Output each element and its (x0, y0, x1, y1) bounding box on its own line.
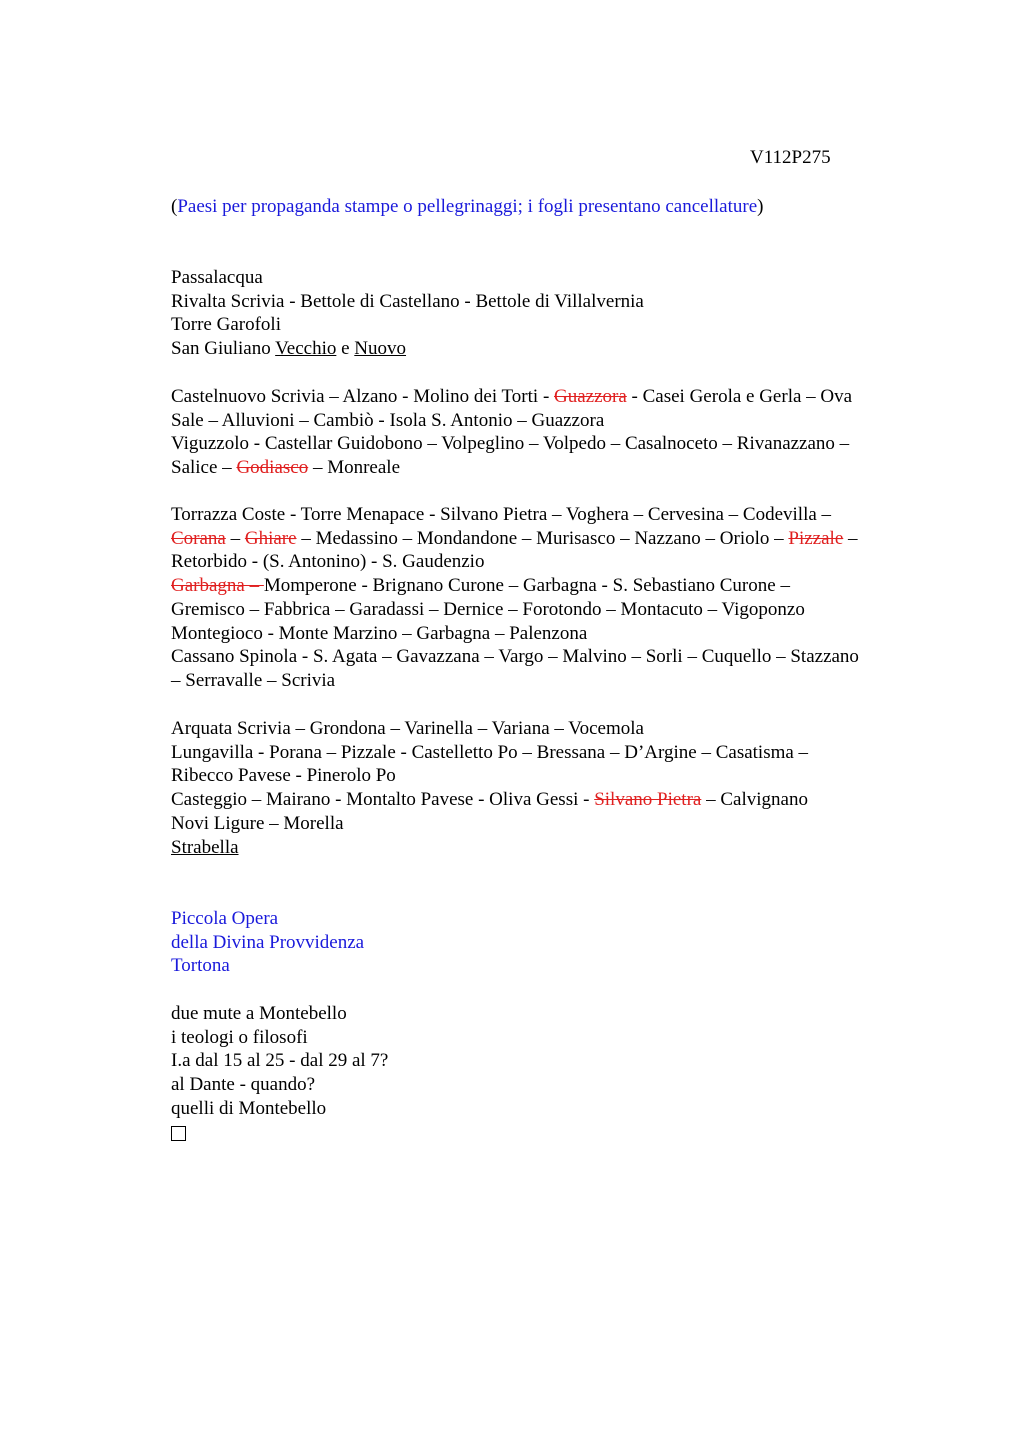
intro-note (171, 195, 931, 219)
struck-text: Corana (171, 527, 226, 549)
struck-text: Garbagna – (171, 575, 264, 597)
text-line: Montegioco - Monte Marzino – Garbagna – Palenzona (171, 622, 588, 644)
town-group-4 (171, 717, 931, 859)
town-group-2 (171, 385, 931, 480)
intro-text: Paesi per propaganda stampe o pellegrinaggi; i fogli presentano cancellature (177, 196, 758, 217)
text-line (171, 527, 931, 551)
text-segment: Salice – (171, 457, 237, 479)
note-line: al Dante - quando? (171, 1074, 316, 1096)
text-line: Arquata Scrivia – Grondona – Varinella – Variana – Vocemola (171, 718, 644, 739)
underlined-text: Nuovo (354, 338, 407, 360)
text-segment: - Casei Gerola e Gerla – Ova (626, 386, 853, 407)
text-line: Lungavilla - Porana – Pizzale - Castelletto Po – Bressana – D’Argine – Casatisma – (171, 741, 809, 763)
text-line (171, 385, 931, 409)
struck-text: Godiasco (236, 457, 309, 479)
text-line (171, 337, 931, 361)
text-segment: – (225, 527, 245, 549)
struck-text: Pizzale (788, 527, 844, 549)
underlined-text: Vecchio (275, 338, 337, 360)
struck-text: Ghiare (244, 527, 297, 549)
text-line: Viguzzolo - Castellar Guidobono – Volpeglino – Volpedo – Casalnoceto – Rivanazzano – (171, 433, 850, 455)
note-line: I.a dal 15 al 25 - dal 29 al 7? (171, 1050, 389, 1072)
reference-code: V112P275 (750, 147, 831, 168)
town-group-1 (171, 266, 931, 361)
text-line (171, 456, 931, 480)
notes-block (171, 1002, 931, 1147)
text-line: Passalacqua (171, 267, 263, 288)
text-line: Ribecco Pavese - Pinerolo Po (171, 765, 396, 787)
text-line: – Serravalle – Scrivia (171, 669, 336, 691)
text-line: Torre Garofoli (171, 314, 281, 336)
intro-open-paren: ( (171, 196, 178, 217)
text-line: Gremisco – Fabbrica – Garadassi – Dernice – Forotondo – Montacuto – Vigoponzo (171, 598, 805, 620)
underlined-text: Strabella (171, 836, 239, 858)
note-line: quelli di Montebello (171, 1097, 327, 1119)
sender-block (171, 907, 931, 978)
text-line (171, 574, 931, 598)
struck-text: Silvano Pietra (594, 789, 702, 811)
text-segment: Castelnuovo Scrivia – Alzano - Molino dei Torti - (171, 386, 555, 407)
text-line (171, 788, 931, 812)
note-line: i teologi o filosofi (171, 1026, 308, 1048)
text-line: Rivalta Scrivia - Bettole di Castellano - Bettole di Villalvernia (171, 290, 644, 312)
text-line: Torrazza Coste - Torre Menapace - Silvano Pietra – Voghera – Cervesina – Codevilla – (171, 504, 832, 525)
text-segment: – (843, 527, 858, 549)
text-segment: – Calvignano (701, 789, 808, 811)
sender-line: Tortona (171, 955, 230, 977)
text-line: Cassano Spinola - S. Agata – Gavazzana – Vargo – Malvino – Sorli – Cuquello – Stazzano (171, 646, 859, 668)
text-segment: Momperone - Brignano Curone – Garbagna - S. Sebastiano Curone – (263, 575, 790, 597)
text-segment: – Monreale (308, 457, 401, 479)
checkbox-square-icon (171, 1126, 186, 1141)
text-segment: Casteggio – Mairano - Montalto Pavese - Oliva Gessi - (171, 789, 595, 811)
text-line: Novi Ligure – Morella (171, 812, 344, 834)
note-line: due mute a Montebello (171, 1003, 347, 1024)
checkbox-line (171, 1121, 931, 1148)
text-line: Sale – Alluvioni – Cambiò - Isola S. Antonio – Guazzora (171, 409, 605, 431)
text-segment: e (336, 338, 355, 360)
text-segment: San Giuliano (171, 338, 276, 360)
text-line: Retorbido - (S. Antonino) - S. Gaudenzio (171, 551, 485, 573)
intro-close-paren: ) (757, 196, 764, 217)
text-segment: – Medassino – Mondandone – Murisasco – Nazzano – Oriolo – (296, 527, 789, 549)
town-group-3 (171, 503, 931, 693)
struck-text: Guazzora (554, 386, 627, 407)
sender-line: della Divina Provvidenza (171, 931, 365, 953)
sender-line: Piccola Opera (171, 908, 279, 929)
